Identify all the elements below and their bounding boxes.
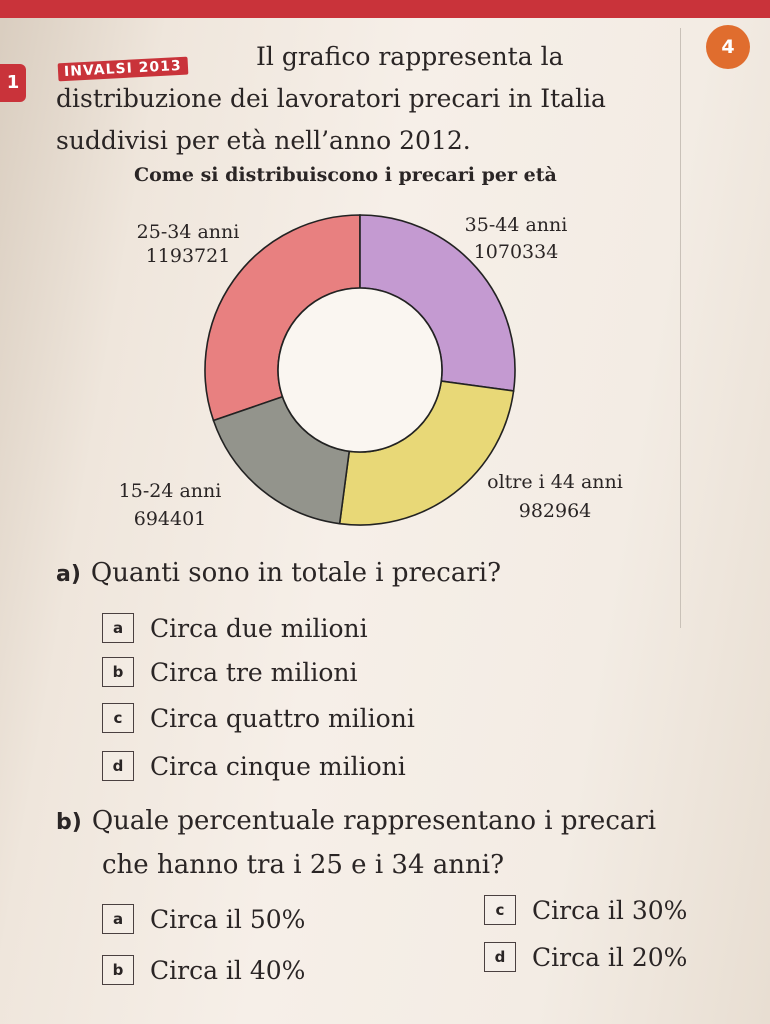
question-a-option-b[interactable] [102,656,358,688]
label-35-44: 35-44 anni [464,214,568,236]
option-text: Circa due milioni [150,613,368,643]
option-checkbox[interactable]: b [102,955,134,985]
option-checkbox[interactable]: a [102,613,134,643]
invalsi-badge: INVALSI 2013 [58,57,188,82]
option-text: Circa il 40% [150,955,306,985]
question-a-option-c[interactable] [102,702,415,734]
question-b-text-line1: Quale percentuale rappresentano i precari [91,806,657,836]
option-text: Circa tre milioni [150,657,358,687]
exercise-intro-text: Il grafico rappresenta la distribuzione dei lavoratori precari in Italia suddivisi per età nell’anno 2012. [56,42,606,155]
label-over-44: oltre i 44 anni [487,471,623,493]
exercise-number: 1 [0,64,26,102]
question-a-letter: a) [56,562,81,587]
question-a-text: Quanti sono in totale i precari? [90,558,502,588]
question-b-line2 [102,850,504,880]
option-checkbox[interactable]: b [102,657,134,687]
question-b [56,806,656,836]
question-b-option-d[interactable] [484,941,687,973]
value-over-44: 982964 [518,500,592,522]
question-b-option-b[interactable] [102,954,305,986]
question-a [56,558,501,588]
difficulty-level-badge: 4 [706,25,750,69]
option-checkbox[interactable]: c [102,703,134,733]
label-15-24: 15-24 anni [118,480,222,502]
question-b-letter: b) [56,810,82,835]
donut-hole [278,288,442,452]
option-checkbox[interactable]: a [102,904,134,934]
option-checkbox[interactable]: d [102,751,134,781]
label-25-34: 25-34 anni [136,221,240,243]
option-text: Circa il 20% [532,942,688,972]
question-b-option-c[interactable] [484,894,687,926]
value-25-34: 1193721 [145,245,231,267]
value-35-44: 1070334 [473,241,559,263]
question-a-option-d[interactable] [102,750,406,782]
option-checkbox[interactable]: c [484,895,516,925]
option-text: Circa il 50% [150,904,306,934]
question-b-text-line2: che hanno tra i 25 e i 34 anni? [102,850,505,880]
chart-title: Come si distribuiscono i precari per età [134,164,557,186]
option-text: Circa il 30% [532,895,688,925]
option-text: Circa cinque milioni [150,751,406,781]
question-b-option-a[interactable] [102,903,305,935]
question-a-option-a[interactable] [102,612,368,644]
option-text: Circa quattro milioni [150,703,415,733]
option-checkbox[interactable]: d [484,942,516,972]
value-15-24: 694401 [133,508,207,530]
